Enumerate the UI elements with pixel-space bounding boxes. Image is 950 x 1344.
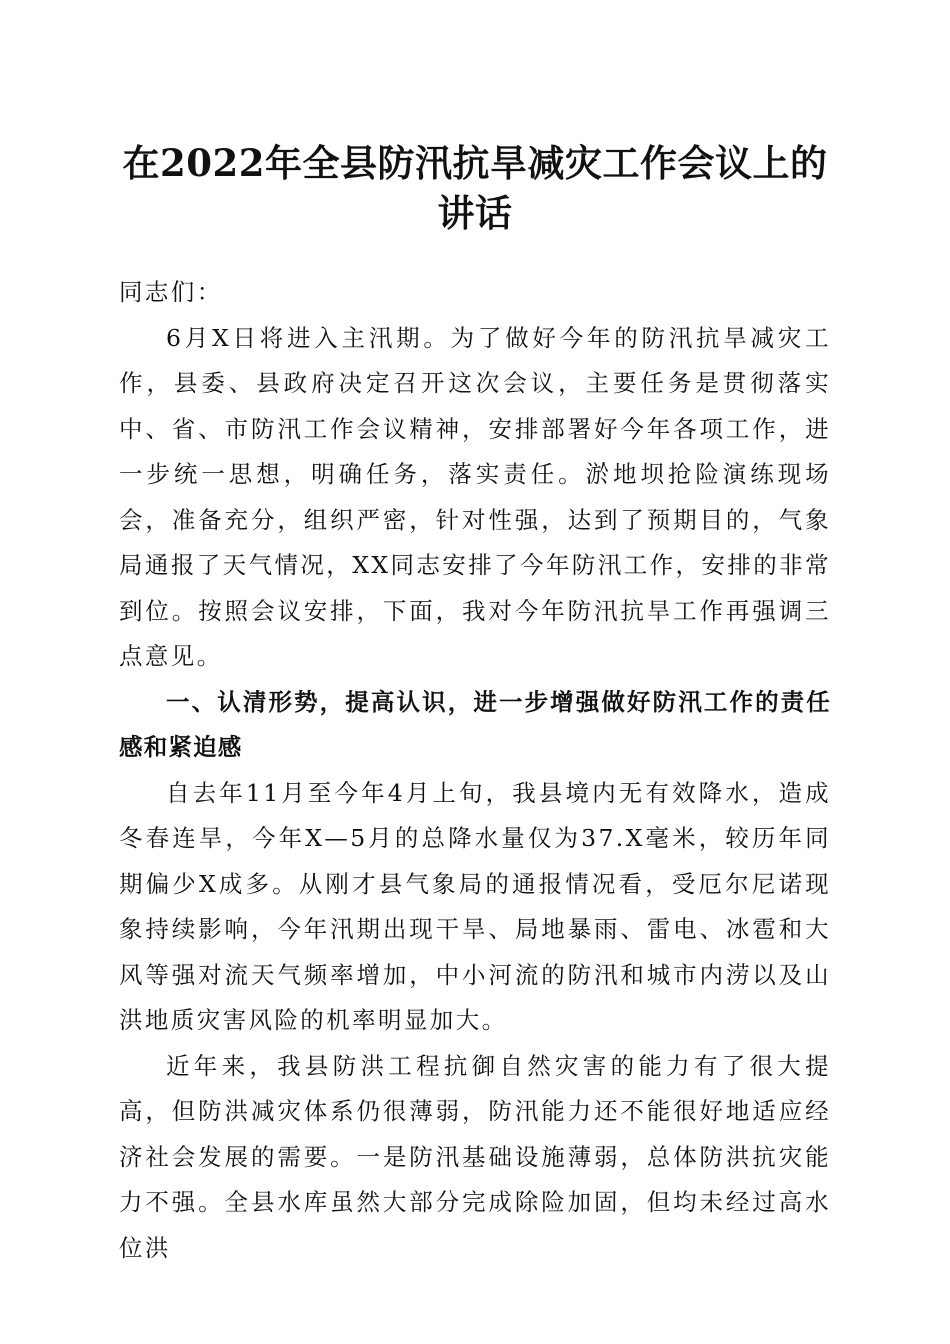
section-heading-1: 一、认清形势，提高认识，进一步增强做好防汛工作的责任感和紧迫感	[119, 687, 831, 761]
paragraph-intro: 6月X日将进入主汛期。为了做好今年的防汛抗旱减灾工作，县委、县政府决定召开这次会议，主要任务是贯彻落实中、省、市防汛工作会议精神，安排部署好今年各项工作，进一步统一思想，明确任务，落实责任。淤地坝抢险演练现场会，准备充分，组织严密，针对性强，达到了预期目的，气象局通报了天气情况，XX同志安排了今年防汛工作，安排的非常到位。按照会议安排，下面，我对今年防汛抗旱工作再强调三点意见。	[119, 323, 831, 670]
paragraph-weather: 自去年11月至今年4月上旬，我县境内无有效降水，造成冬春连旱，今年X—5月的总降水量仅为37.X毫米，较历年同期偏少X成多。从刚才县气象局的通报情况看，受厄尔尼诺现象持续影响，今年汛期出现干旱、局地暴雨、雷电、冰雹和大风等强对流天气频率增加，中小河流的防汛和城市内涝以及山洪地质灾害风险的机率明显加大。	[119, 778, 831, 1034]
paragraph-infrastructure: 近年来，我县防洪工程抗御自然灾害的能力有了很大提高，但防洪减灾体系仍很薄弱，防汛能力还不能很好地适应经济社会发展的需要。一是防汛基础设施薄弱，总体防洪抗灾能力不强。全县水库虽然大部分完成除险加固，但均未经过高水位洪	[119, 1051, 831, 1262]
document-body	[119, 270, 831, 1271]
salutation: 同志们：	[119, 278, 223, 306]
document-title: 在2022年全县防汛抗旱减灾工作会议上的讲话	[122, 141, 828, 235]
